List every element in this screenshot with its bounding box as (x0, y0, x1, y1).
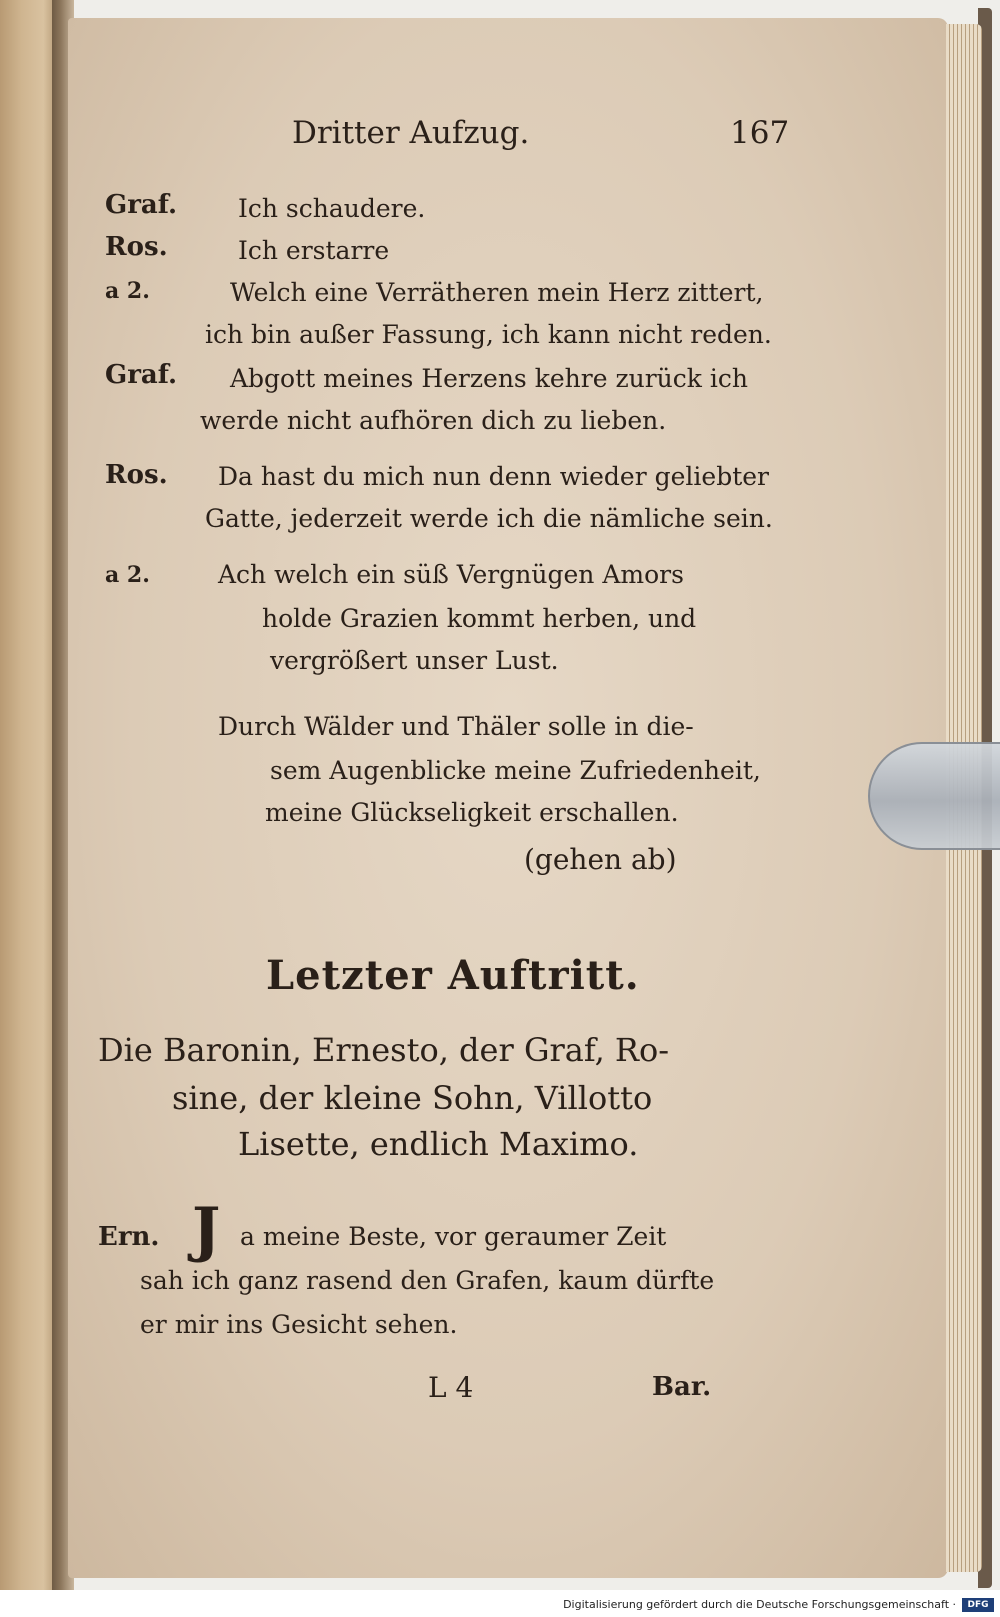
cast-line: sine, der kleine Sohn, Villotto (172, 1079, 653, 1117)
speech-line: vergrößert unser Lust. (270, 646, 559, 675)
speech-line: Ach welch ein süß Vergnügen Amors (218, 560, 684, 589)
speaker: a 2. (105, 278, 150, 304)
signature-mark: L 4 (428, 1371, 474, 1404)
speech-line: Ich erstarre (238, 236, 390, 265)
speaker: Graf. (105, 190, 178, 220)
speech-line: Durch Wälder und Thäler solle in die- (218, 712, 694, 741)
speech-line: ich bin außer Fassung, ich kann nicht reden. (205, 320, 772, 349)
speech-line: Da hast du mich nun denn wieder geliebter (218, 462, 769, 491)
cast-line: Lisette, endlich Maximo. (238, 1125, 639, 1163)
speech-line: sem Augenblicke meine Zufriedenheit, (270, 756, 761, 785)
speech-line: Welch eine Verrätheren mein Herz zittert, (230, 278, 764, 307)
funding-credit: Digitalisierung gefördert durch die Deutsche Forschungsgemeinschaft · (563, 1598, 956, 1611)
page-clip (868, 742, 1000, 850)
speaker: Ros. (105, 232, 168, 262)
speech-line: er mir ins Gesicht sehen. (140, 1310, 458, 1339)
speech-line: Ich schaudere. (238, 194, 426, 223)
speech-line: holde Grazien kommt herben, und (262, 604, 697, 633)
speech-line: sah ich ganz rasend den Grafen, kaum dürfte (140, 1266, 715, 1295)
speech-line: Abgott meines Herzens kehre zurück ich (230, 364, 748, 393)
dfg-logo: DFG (962, 1598, 994, 1612)
stage-direction: (gehen ab) (524, 843, 677, 876)
catchword: Bar. (652, 1372, 712, 1402)
speech-line: meine Glückseligkeit erschallen. (265, 798, 679, 827)
speaker: Ern. (98, 1222, 160, 1252)
speech-line: werde nicht aufhören dich zu lieben. (200, 406, 667, 435)
speech-line: a meine Beste, vor geraumer Zeit (240, 1222, 667, 1251)
speaker: Graf. (105, 360, 178, 390)
drop-initial: J (192, 1195, 221, 1265)
speaker: a 2. (105, 562, 150, 588)
speech-line: Gatte, jederzeit werde ich die nämliche sein. (205, 504, 773, 533)
page-number: 167 (730, 115, 790, 151)
cast-line: Die Baronin, Ernesto, der Graf, Ro- (98, 1031, 670, 1069)
scene-title: Letzter Auftritt. (266, 952, 640, 999)
speaker: Ros. (105, 460, 168, 490)
running-title: Dritter Aufzug. (292, 115, 530, 151)
